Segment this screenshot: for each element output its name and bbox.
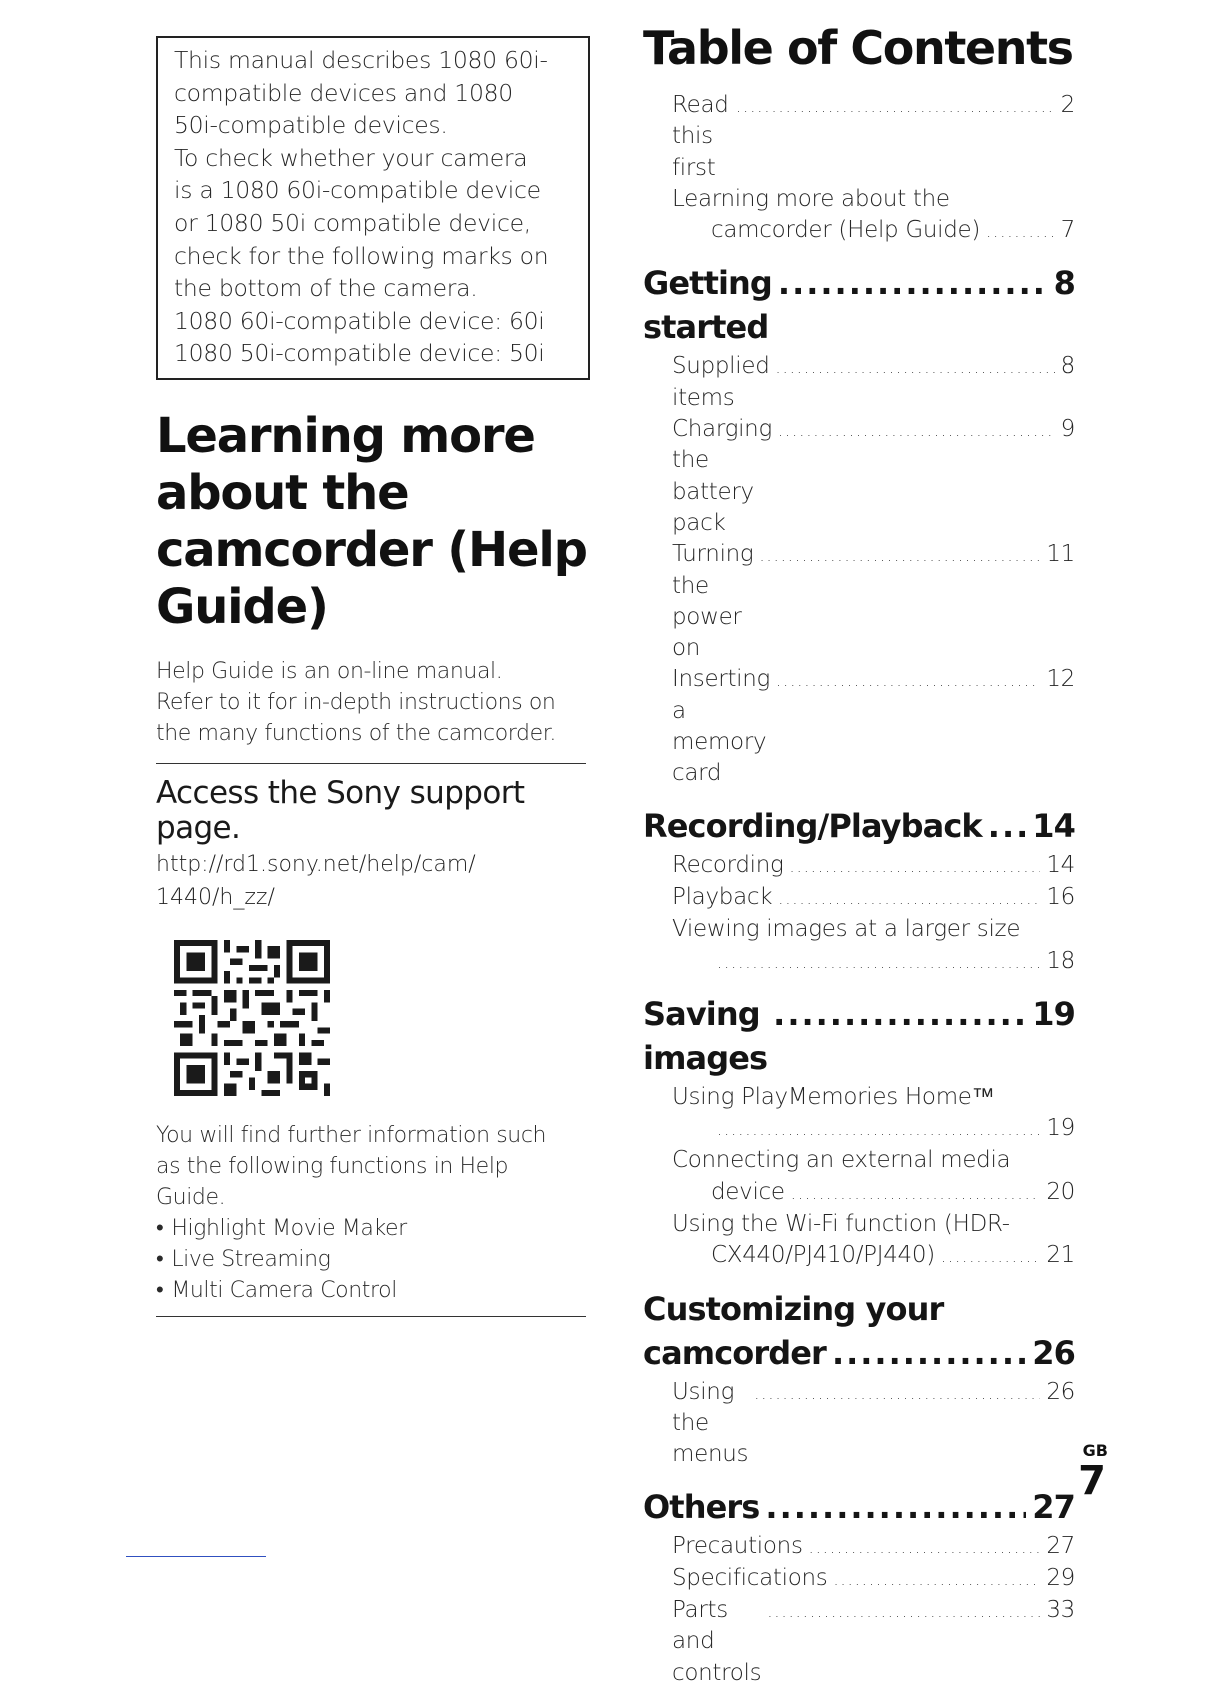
help-title-line: Learning more (156, 407, 535, 464)
leader-dots (736, 91, 1055, 122)
toc-entry-continuation (672, 1240, 1075, 1272)
toc-entry-page: 19 (1046, 1115, 1075, 1142)
toc-section-page: 26 (1032, 1333, 1075, 1372)
toc-recording-entries (643, 850, 1075, 978)
toc-entry-label: device (711, 1178, 785, 1205)
toc-entry-page: 8 (1060, 353, 1075, 380)
toc-section-label: Customizing your (643, 1289, 944, 1328)
divider (156, 763, 586, 764)
toc-entry-label: CX440/PJ410/PJ440) (711, 1242, 935, 1269)
notice-line: 50i-compatible devices. (174, 111, 448, 140)
leader-dots (778, 883, 1040, 914)
leader-dots (790, 851, 1041, 882)
toc-entry[interactable] (672, 882, 1075, 914)
toc-entry-label: Using the Wi-Fi function (HDR- (672, 1211, 1010, 1238)
further-info-line: Guide. (156, 1184, 226, 1210)
further-info-paragraph (156, 1120, 590, 1213)
toc-entry[interactable] (672, 1595, 1075, 1689)
toc-entry-label: Recording (672, 851, 784, 878)
language-code: GB (1082, 1441, 1108, 1460)
support-heading-line: page. (156, 809, 241, 846)
notice-line: the bottom of the camera. (174, 274, 478, 303)
leader-dots (717, 947, 1040, 978)
leader-dots (776, 352, 1055, 383)
toc-entry-continuation (672, 215, 1075, 247)
notice-line: or 1080 50i compatible device, (174, 208, 531, 237)
leader-dots (773, 992, 1026, 1036)
notice-line: 1080 50i-compatible device: 50i (174, 339, 545, 368)
toc-section-label: Getting started (643, 264, 772, 347)
support-heading-line: Access the Sony support (156, 774, 525, 811)
toc-section-label: camcorder (643, 1333, 826, 1372)
toc-section-page: 19 (1032, 994, 1075, 1033)
toc-entry-label: Turning the power on (672, 541, 754, 662)
toc-others-entries (643, 1531, 1075, 1689)
toc-section-others[interactable] (643, 1485, 1075, 1529)
toc-entry-label: Precautions (672, 1532, 803, 1559)
toc-entry-page: 12 (1046, 666, 1075, 693)
help-functions-list (156, 1213, 590, 1306)
help-intro-line: Help Guide is an on-line manual. (156, 658, 503, 684)
leader-dots (832, 1331, 1026, 1375)
toc-entry-label: Read this first (672, 92, 729, 181)
leader-dots (765, 1485, 1026, 1529)
list-item: • Highlight Movie Maker (156, 1213, 590, 1244)
toc-entry-continuation (672, 946, 1075, 978)
support-url-line: http://rd1.sony.net/help/cam/ (156, 851, 476, 877)
list-item: • Multi Camera Control (156, 1275, 590, 1306)
toc-entry-page: 29 (1046, 1564, 1075, 1591)
toc-entry-label: Inserting a memory card (672, 666, 771, 787)
toc-entry-page: 27 (1046, 1532, 1075, 1559)
help-guide-title (156, 408, 590, 636)
qr-code-icon (174, 940, 330, 1096)
toc-section-continuation (643, 1331, 1075, 1375)
toc-section-getting-started[interactable] (643, 261, 1075, 349)
leader-dots (809, 1532, 1041, 1563)
support-page-heading (156, 776, 590, 846)
toc-entry-label: Using the menus (672, 1378, 749, 1468)
toc-saving-entries (643, 1082, 1075, 1273)
toc-section-label: Recording/Playback (643, 806, 982, 845)
help-title-line: camcorder (Help (156, 521, 587, 578)
notice-line: is a 1080 60i-compatible device (174, 176, 541, 205)
divider (156, 1316, 586, 1317)
toc-entry-page: 26 (1046, 1378, 1075, 1405)
list-item: • Live Streaming (156, 1244, 590, 1275)
toc-entry[interactable] (672, 539, 1075, 664)
toc-entry-page: 11 (1046, 541, 1075, 568)
toc-entry[interactable] (672, 664, 1075, 789)
leader-dots (986, 216, 1055, 247)
toc-entry-label: Connecting an external media (672, 1147, 1011, 1174)
toc-entry-external-media[interactable] (672, 1145, 1075, 1209)
toc-entry[interactable] (672, 1531, 1075, 1563)
leader-dots (833, 1564, 1040, 1595)
toc-section-saving-images[interactable] (643, 992, 1075, 1080)
help-title-line: Guide) (156, 578, 328, 635)
toc-entry-playmemories[interactable] (672, 1082, 1075, 1146)
toc-entry-page: 20 (1046, 1178, 1075, 1205)
toc-entry-label: Supplied items (672, 353, 770, 411)
toc-entry-page: 7 (1060, 217, 1075, 244)
help-intro-line: the many functions of the camcorder. (156, 720, 556, 746)
toc-getting-started-entries (643, 351, 1075, 789)
leader-dots (754, 1378, 1040, 1409)
toc-entry-label: Playback (672, 883, 773, 910)
toc-entry-page: 33 (1046, 1597, 1075, 1624)
page-number: 7 (1078, 1458, 1106, 1504)
leader-dots (717, 1114, 1040, 1145)
toc-entry[interactable] (672, 414, 1075, 539)
further-info-line: You will find further information such (156, 1122, 547, 1148)
leader-dots (767, 1596, 1040, 1627)
toc-title: Table of Contents (643, 21, 1073, 75)
toc-entry-continuation (672, 1113, 1075, 1145)
leader-dots (988, 804, 1026, 848)
table-of-contents (643, 18, 1075, 1689)
notice-line: 1080 60i-compatible device: 60i (174, 306, 545, 335)
toc-section-label: Others (643, 1487, 760, 1526)
toc-section-page: 27 (1032, 1487, 1075, 1526)
compatibility-notice-box (156, 36, 590, 380)
toc-entry[interactable] (672, 351, 1075, 414)
support-url-line: 1440/h_zz/ (156, 884, 275, 910)
further-info-line: as the following functions in Help (156, 1153, 509, 1179)
leader-dots (759, 540, 1040, 571)
leader-dots (776, 665, 1040, 696)
toc-entry[interactable] (672, 1563, 1075, 1595)
toc-entry-learning-more[interactable] (672, 184, 1075, 248)
toc-entry-label: Specifications (672, 1564, 828, 1591)
toc-entry-label: Parts and controls (672, 1597, 762, 1686)
toc-entry-page: 14 (1046, 851, 1075, 878)
left-column (156, 36, 590, 1317)
support-url-link[interactable] (156, 848, 590, 914)
toc-entry-continuation (672, 1177, 1075, 1209)
toc-entry-page: 2 (1060, 92, 1075, 118)
toc-entry-label: Charging the battery pack (672, 416, 772, 536)
leader-dots (791, 1178, 1041, 1209)
toc-entry-page: 21 (1046, 1242, 1075, 1269)
toc-section-page: 8 (1053, 264, 1075, 303)
notice-line: This manual describes 1080 60i- (174, 46, 548, 74)
help-intro-paragraph (156, 656, 590, 749)
toc-entry-viewing-larger[interactable] (672, 914, 1075, 978)
toc-entry[interactable] (672, 850, 1075, 882)
toc-entry-page: 18 (1046, 947, 1075, 974)
toc-entry-read-first[interactable] (672, 90, 1075, 184)
toc-entry-wifi[interactable] (672, 1209, 1075, 1273)
toc-intro-entries (643, 90, 1075, 247)
toc-entry-label: Using PlayMemories Home™ (672, 1083, 995, 1110)
help-title-line: about the (156, 464, 409, 521)
toc-entry-label: camcorder (Help Guide) (711, 217, 981, 244)
toc-section-page: 14 (1032, 806, 1075, 845)
toc-section-recording-playback[interactable] (643, 804, 1075, 848)
toc-entry[interactable] (672, 1377, 1075, 1471)
toc-section-customizing[interactable] (643, 1287, 1075, 1375)
footer-line (126, 1556, 266, 1557)
notice-line: check for the following marks on (174, 241, 549, 270)
notice-line: compatible devices and 1080 (174, 78, 513, 107)
leader-dots (941, 1241, 1040, 1272)
help-intro-line: Refer to it for in-depth instructions on (156, 689, 556, 715)
toc-entry-page: 16 (1046, 883, 1075, 910)
leader-dots (778, 261, 1048, 305)
toc-section-label: Saving images (643, 994, 768, 1077)
toc-customizing-entries (643, 1377, 1075, 1471)
notice-line: To check whether your camera (174, 143, 528, 172)
toc-entry-label: Viewing images at a larger size (672, 916, 1021, 943)
leader-dots (778, 415, 1055, 446)
toc-entry-label: Learning more about the (672, 185, 950, 212)
toc-entry-page: 9 (1060, 416, 1075, 443)
